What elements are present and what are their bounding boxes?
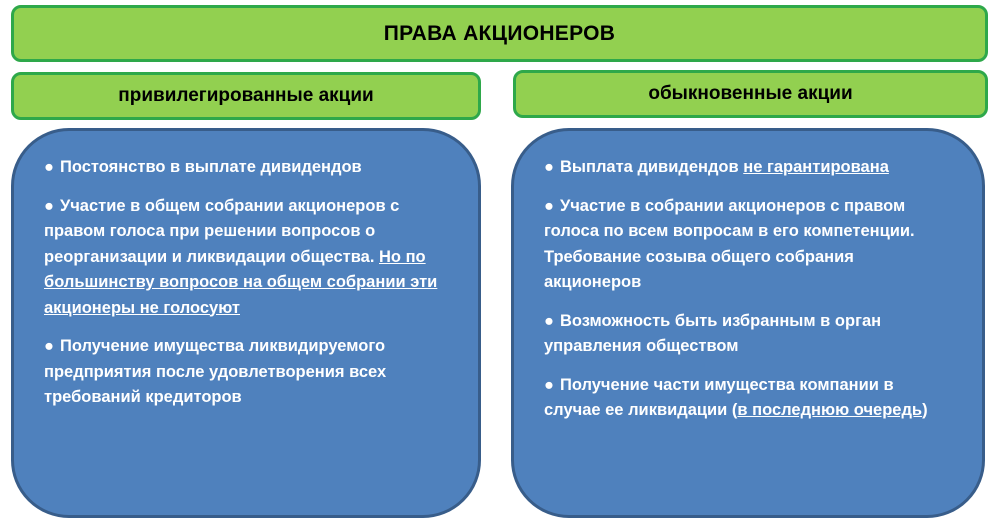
item-text: Участие в общем собрании акционеров с правом голоса при решении вопросов о реорганизации и ликвидации общества. [44, 196, 400, 266]
bullet-icon: ● [44, 196, 54, 215]
item-text-after: ) [922, 401, 928, 419]
ordinary-item [544, 373, 942, 424]
item-underlined-text: в последнюю очередь [737, 401, 923, 419]
bullet-icon: ● [544, 375, 554, 394]
ordinary-shares-title: обыкновенные акции [513, 70, 988, 118]
item-text: Возможность быть избранным в орган управления обществом [544, 311, 882, 355]
item-text: Получение имущества ликвидируемого предприятия после удовлетворения всех требований кредиторов [44, 337, 387, 406]
item-text: Постоянство в выплате дивидендов [59, 158, 362, 176]
item-text: Получение части имущества компании в случае ее ликвидации ( [544, 375, 894, 419]
bullet-icon: ● [544, 311, 554, 330]
preferred-item [44, 194, 438, 322]
preferred-shares-title: привилегированные акции [11, 72, 481, 120]
ordinary-item [544, 194, 942, 296]
main-title: ПРАВА АКЦИОНЕРОВ [11, 5, 988, 62]
ordinary-item [544, 155, 942, 181]
preferred-item [44, 334, 438, 411]
ordinary-shares-panel [511, 128, 985, 518]
preferred-item [44, 155, 438, 181]
preferred-shares-panel [11, 128, 481, 518]
item-text: Участие в собрании акционеров с правом голоса по всем вопросам в его компетенции. Требование созыва общего собрания акционеров [544, 196, 915, 291]
bullet-icon: ● [44, 337, 54, 355]
item-underlined-text: не гарантирована [743, 158, 889, 176]
bullet-icon: ● [544, 196, 554, 215]
ordinary-item [544, 309, 942, 360]
bullet-icon: ● [44, 158, 54, 176]
item-underlined-text: Но по большинству вопросов на общем собрании эти акционеры не голосуют [44, 247, 438, 317]
bullet-icon: ● [544, 158, 554, 176]
item-text: Выплата дивидендов [559, 158, 744, 176]
